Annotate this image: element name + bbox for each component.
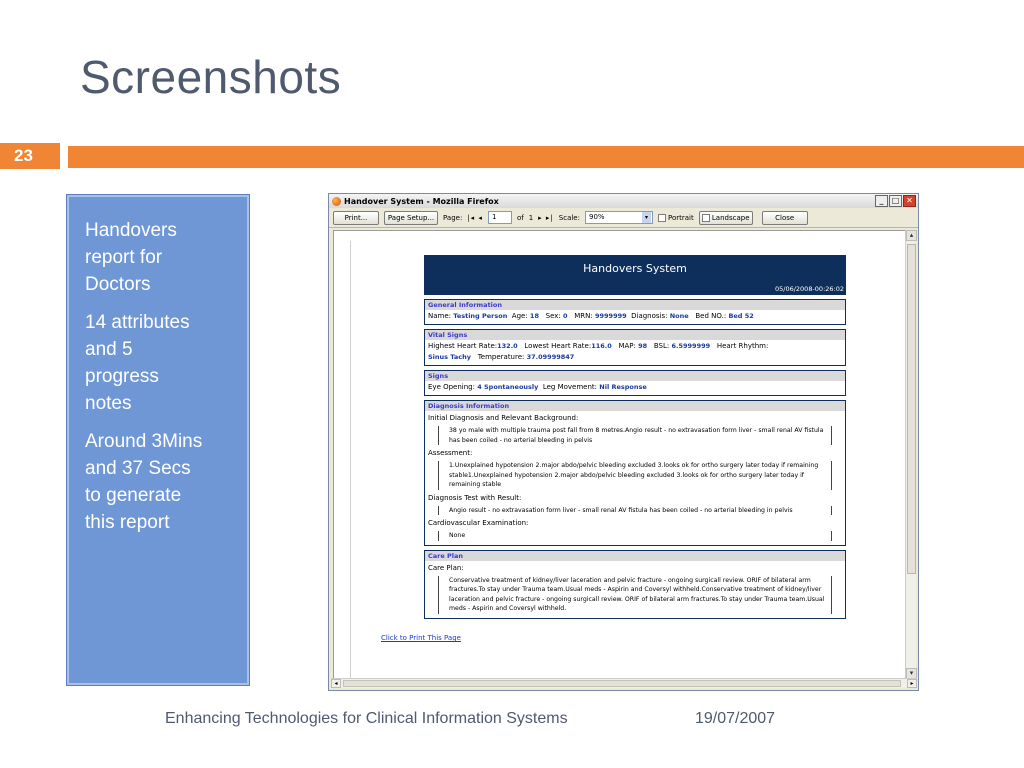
bullet-panel [67,195,249,685]
maximize-icon[interactable]: □ [889,195,902,207]
field-label: Cardiovascular Examination: [428,519,529,527]
field-value: 116.0 [591,342,612,350]
field-value: 132.0 [497,342,518,350]
field-label: Highest Heart Rate: [428,342,498,350]
field-label: Age: [511,312,528,320]
field-value: 0 [563,312,568,320]
field-label: Lowest Heart Rate: [524,342,592,350]
firefox-icon [332,197,341,206]
field-value: 9999999 [594,312,627,320]
landscape-button[interactable] [699,211,753,225]
bullet-text: Around 3Mins and 37 Secs to generate this report [85,431,203,533]
scale-label: Scale: [558,213,580,222]
landscape-icon [702,214,710,222]
next-last-page-icon[interactable]: ▸ ▸| [538,213,554,222]
field-label: Temperature: [477,353,525,361]
care-plan-section [424,550,846,619]
footer-date: 19/07/2007 [695,710,776,727]
field-value: 37.09999847 [526,353,575,361]
page-label: Page: [443,213,463,222]
horizontal-scrollbar[interactable] [331,678,917,688]
of-label: of [516,213,524,222]
field-value: None [669,312,689,320]
slide-title: Screenshots [80,51,342,103]
portrait-icon [658,214,666,222]
field-label: Assessment: [428,449,473,457]
slide-number-box [0,143,60,169]
signs-section [424,370,846,396]
field-value: 6.5999999 [671,342,711,350]
of-value: 1 [528,213,534,222]
field-label: Initial Diagnosis and Relevant Background: [428,414,579,422]
preview-page [350,241,900,679]
section-header: Diagnosis Information [425,401,845,411]
bullet-text: 14 attributes and 5 progress notes [85,312,190,414]
portrait-option[interactable] [658,214,694,222]
handover-report [424,255,846,619]
print-button[interactable]: Print... [333,211,379,225]
bullet-text: Handovers report for Doctors [85,220,177,295]
field-label: MAP: [618,342,636,350]
scroll-right-icon[interactable]: ▸ [907,679,917,688]
initial-diagnosis-text: 38 yo male with multiple trauma post fall from 8 metres.Angio result - no extravasation form liver - small renal AV fistula has been coiled - no arterial bleeding in pelvis [438,426,832,445]
print-preview-toolbar [329,208,918,228]
field-label: Sex: [545,312,561,320]
field-label: Bed NO.: [695,312,727,320]
page-setup-button[interactable]: Page Setup... [384,211,438,225]
field-label: Heart Rhythm: [716,342,769,350]
field-label: Name: [428,312,452,320]
field-label: BSL: [653,342,670,350]
field-label: Care Plan: [428,563,464,572]
print-preview-area [333,230,907,679]
diagnosis-test-text: Angio result - no extravasation form liver - small renal AV fistula has been coiled - no arterial bleeding in pelvis [438,506,832,516]
slide-number: 23 [14,146,33,165]
header-bar [68,146,1024,168]
scroll-up-icon[interactable]: ▴ [906,230,917,241]
field-value: 4 Spontaneously [477,383,539,391]
landscape-label: Landscape [711,213,750,222]
browser-window [328,193,919,691]
first-prev-page-icon[interactable]: |◂ ◂ [467,213,483,222]
section-header: Care Plan [425,551,845,561]
general-section [424,299,846,325]
section-header: General Information [425,300,845,310]
report-datetime: 05/06/2008-00:26:02 [774,285,844,293]
field-value: Nil Response [599,383,647,391]
field-label: Diagnosis: [631,312,668,320]
report-title: Handovers System [583,262,687,275]
scale-value: 90% [588,213,605,221]
close-window-icon[interactable]: ✕ [903,195,916,207]
minimize-icon[interactable]: _ [875,195,888,207]
print-page-link[interactable]: Click to Print This Page [381,634,461,642]
window-controls [875,195,916,207]
assessment-text: 1.Unexplained hypotension 2.major abdo/pelvic bleeding excluded 3.looks ok for ortho surgery later today if remaining stable1.Unexplained hypotension 2.major abdo/pelvic bleeding excluded 3.looks ok for ortho surgery later today if remaining stable [438,461,832,490]
field-label: Eye Opening: [428,383,475,391]
field-value: Testing Person [453,312,508,320]
scroll-down-icon[interactable]: ▾ [906,668,917,679]
window-title: Handover System - Mozilla Firefox [344,196,499,206]
chevron-down-icon: ▾ [642,212,651,223]
field-label: MRN: [574,312,593,320]
section-header: Signs [425,371,845,381]
close-button[interactable]: Close [762,211,808,225]
window-titlebar [329,194,918,208]
scroll-left-icon[interactable]: ◂ [331,679,341,688]
cardio-text: None [438,531,832,541]
scroll-thumb[interactable] [907,244,916,574]
vitals-section [424,329,846,366]
report-header [424,255,846,295]
field-value: 18 [529,312,539,320]
field-value: 98 [638,342,648,350]
field-value: Bed 52 [728,312,754,320]
portrait-label: Portrait [667,213,694,222]
footer-title: Enhancing Technologies for Clinical Information Systems [165,710,568,727]
care-plan-text: Conservative treatment of kidney/liver laceration and pelvic fracture - ongoing surgicall review. ORIF of bilateral arm fractures.To stay under Trauma team.Usual meds - Aspirin and Coversyl withheld.Conservative treatment of kidney/liver laceration and pelvic fracture - ongoing surgicall review. ORIF of bilateral arm fractures.To stay under Trauma team.Usual meds - Aspirin and Coversyl withheld. [438,576,832,614]
page-input[interactable]: 1 [488,211,512,224]
field-value: Sinus Tachy [428,353,471,361]
section-header: Vital Signs [425,330,845,340]
scale-select[interactable] [585,211,653,224]
diagnosis-section [424,400,846,546]
scroll-thumb[interactable] [343,680,901,687]
field-label: Diagnosis Test with Result: [428,493,522,502]
field-label: Leg Movement: [542,383,598,391]
vertical-scrollbar[interactable] [905,230,916,679]
